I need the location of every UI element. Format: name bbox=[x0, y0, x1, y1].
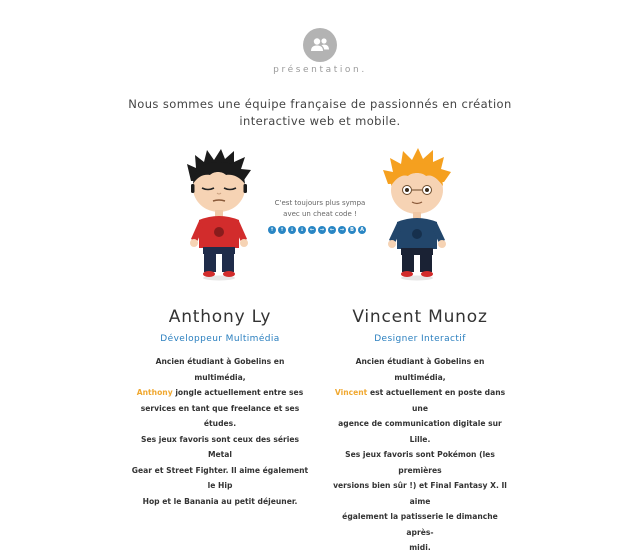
bio-line: également la patisserie le dimanche après- bbox=[342, 512, 498, 537]
member-card-anthony bbox=[130, 306, 310, 509]
section-title: présentation. bbox=[273, 65, 367, 75]
member-role: Designer Interactif bbox=[374, 334, 466, 344]
member-highlight: Vincent bbox=[334, 388, 368, 397]
bio-line-text: est actuellement en poste dans une bbox=[369, 388, 506, 413]
cheat-line-1: C'est toujours plus sympa bbox=[274, 199, 366, 207]
bio-line: Ancien étudiant à Gobelins en multimédia, bbox=[155, 357, 285, 382]
cheat-key: ↓ bbox=[299, 227, 305, 233]
users-icon bbox=[303, 28, 337, 62]
member-bio bbox=[130, 354, 310, 509]
intro-text bbox=[120, 96, 520, 130]
cheat-key: B bbox=[348, 226, 356, 234]
bio-line-text: jongle actuellement entre ses bbox=[175, 388, 304, 397]
cheat-code-keys bbox=[268, 226, 366, 234]
cheat-key: A bbox=[358, 226, 366, 234]
member-bio bbox=[330, 354, 510, 556]
cheat-key: ↑ bbox=[269, 227, 275, 233]
bio-line bbox=[130, 385, 310, 401]
member-name: Vincent Munoz bbox=[352, 307, 488, 327]
intro-line-2: interactive web et mobile. bbox=[239, 114, 401, 128]
member-card-vincent bbox=[330, 306, 510, 556]
bio-line: Gear et Street Fighter. Il aime également le Hip bbox=[131, 465, 309, 490]
cheat-key: ↑ bbox=[279, 227, 285, 233]
member-name: Anthony Ly bbox=[168, 307, 272, 327]
bio-line: Ses jeux favoris sont ceux des séries Metal bbox=[140, 434, 300, 459]
bio-line: services en tant que freelance et ses études. bbox=[140, 403, 300, 428]
cheat-line-2: avec un cheat code ! bbox=[283, 210, 357, 218]
member-highlight: Anthony bbox=[136, 388, 173, 397]
cheat-key: → bbox=[339, 227, 345, 233]
cheat-key: ← bbox=[329, 227, 335, 233]
member-role: Développeur Multimédia bbox=[160, 334, 280, 344]
bio-line: versions bien sûr !) et Final Fantasy X. Il aime bbox=[333, 481, 507, 506]
bio-line: Hop et le Banania au petit déjeuner. bbox=[142, 496, 298, 506]
intro-line-1: Nous sommes une équipe française de passionnés en création bbox=[128, 97, 512, 111]
bio-line: agence de communication digitale sur Lille. bbox=[338, 419, 502, 444]
bio-line bbox=[330, 385, 510, 416]
bio-line: Ses jeux favoris sont Pokémon (les premières bbox=[345, 450, 495, 475]
bio-line: Ancien étudiant à Gobelins en multimédia, bbox=[355, 357, 485, 382]
orange-hair-avatar bbox=[382, 148, 452, 283]
bio-line: midi. bbox=[409, 543, 431, 552]
cheat-key: ← bbox=[309, 227, 315, 233]
cheat-code-hint bbox=[256, 198, 384, 220]
cheat-key: ↓ bbox=[289, 227, 295, 233]
dark-hair-avatar bbox=[184, 148, 254, 283]
cheat-key: → bbox=[319, 227, 325, 233]
